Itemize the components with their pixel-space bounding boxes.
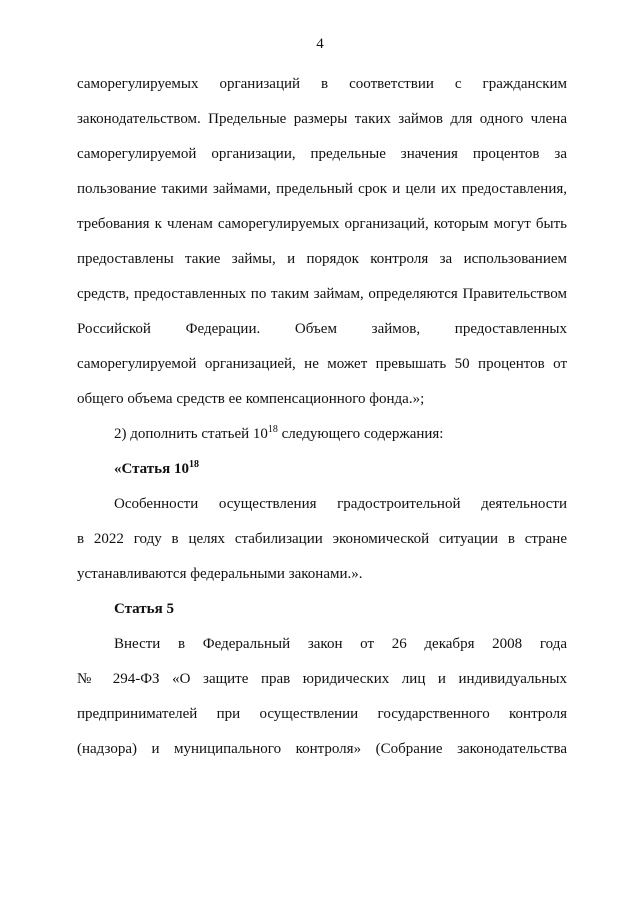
text-line: требования к членам саморегулируемых организаций, которым могут быть	[77, 216, 567, 232]
text-line: устанавливаются федеральными законами.».	[77, 566, 363, 582]
text-line: Особенности осуществления градостроительной деятельности	[114, 496, 567, 512]
text-line: Российской Федерации. Объем займов, предоставленных	[77, 321, 567, 337]
text-line: саморегулируемых организаций в соответствии с гражданским	[77, 76, 567, 92]
article-10-18-heading-prefix: «Статья 10	[114, 461, 189, 477]
text-line: саморегулируемой организацией, не может превышать 50 процентов от	[77, 356, 567, 372]
text-line: саморегулируемой организации, предельные значения процентов за	[77, 146, 567, 162]
text-line: предоставлены такие займы, и порядок контроля за использованием	[77, 251, 567, 267]
article-10-18-heading-sup: 18	[188, 459, 199, 470]
article-10-18-heading	[114, 459, 567, 479]
text-line: общего объема средств ее компенсационного фонда.»;	[77, 391, 425, 407]
page-number: 4	[316, 36, 324, 52]
amendment-item-2	[114, 424, 567, 444]
text-line: (надзора) и муниципального контроля» (Собрание законодательства	[77, 741, 567, 757]
text-line: законодательством. Предельные размеры таких займов для одного члена	[77, 111, 567, 127]
text-line: пользование такими займами, предельный срок и цели их предоставления,	[77, 181, 567, 197]
text-line: предпринимателей при осуществлении государственного контроля	[77, 706, 567, 722]
amendment-item-2-suffix: следующего содержания:	[277, 426, 444, 442]
article-5-heading: Статья 5	[114, 601, 174, 617]
amendment-item-2-prefix: 2) дополнить статьей 10	[114, 426, 268, 442]
amendment-item-2-sup: 18	[267, 424, 278, 435]
text-line: в 2022 году в целях стабилизации экономической ситуации в стране	[77, 531, 567, 547]
text-line: средств, предоставленных по таким займам, определяются Правительством	[77, 286, 567, 302]
text-line: № 294-ФЗ «О защите прав юридических лиц и индивидуальных	[77, 671, 567, 687]
text-line: Внести в Федеральный закон от 26 декабря 2008 года	[114, 636, 567, 652]
